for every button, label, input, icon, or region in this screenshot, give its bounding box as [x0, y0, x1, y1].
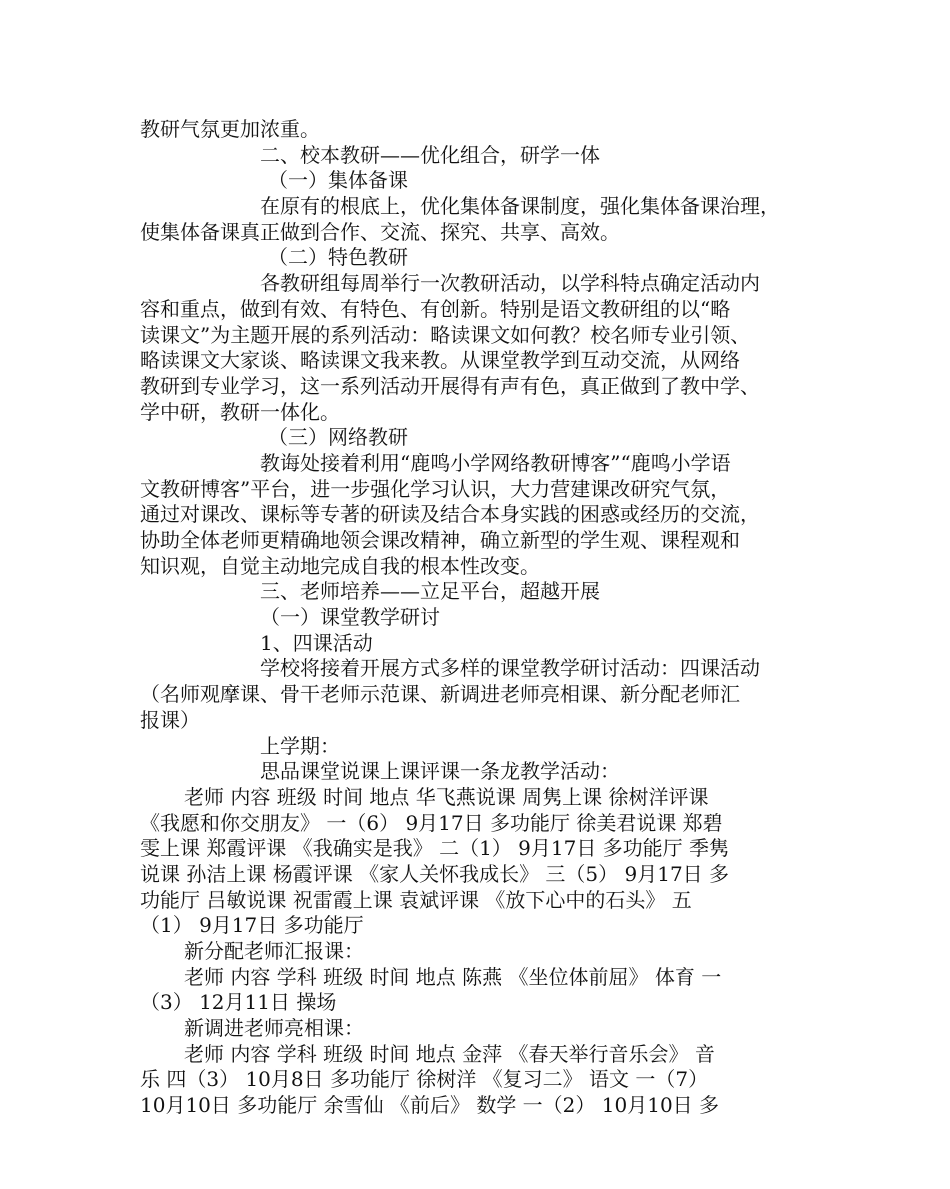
text-line: （二）特色教研	[268, 245, 408, 270]
text-line: （一）课堂教学研讨	[260, 605, 440, 630]
text-line: 10月10日 多功能厅 余雪仙 《前后》 数学 一（2） 10月10日 多	[140, 1093, 720, 1118]
text-line: 教研气氛更加浓重。	[140, 117, 320, 141]
text-line: 思品课堂说课上课评课一条龙教学活动：	[260, 759, 620, 784]
text-line: 说课 孙洁上课 杨霞评课 《家人关怀我成长》 三（5） 9月17日 多	[140, 861, 730, 886]
text-line: 通过对课改、课标等专著的研读及结合本身实践的困惑或经历的交流，	[140, 502, 760, 527]
text-line: 老师 内容 学科 班级 时间 地点 陈燕 《坐位体前屈》 体育 一	[184, 964, 722, 989]
text-line: 各教研组每周举行一次教研活动，以学科特点确定活动内	[260, 271, 760, 296]
text-line: 新分配老师汇报课：	[184, 939, 364, 963]
text-line: 乐 四（3） 10月8日 多功能厅 徐树洋 《复习二》 语文 一（7）	[140, 1067, 709, 1092]
text-line: 在原有的根底上，优化集体备课制度，强化集体备课治理，	[260, 194, 780, 219]
text-line: 二、校本教研——优化组合，研学一体	[260, 142, 600, 167]
text-line: 知识观，自觉主动地完成自我的根本性改变。	[140, 553, 540, 578]
text-line: 新调进老师亮相课：	[184, 1016, 364, 1041]
text-line: （三）网络教研	[268, 425, 408, 450]
text-line: 老师 内容 学科 班级 时间 地点 金萍 《春天举行音乐会》 音	[184, 1041, 715, 1066]
text-line: 报课）	[140, 707, 200, 732]
text-line: 使集体备课真正做到合作、交流、探究、共享、高效。	[140, 219, 620, 244]
text-line: （一）集体备课	[268, 168, 408, 193]
text-line: 协助全体老师更精确地领会课改精神，确立新型的学生观、课程观和	[140, 528, 740, 552]
text-line: 三、老师培养——立足平台，超越开展	[260, 579, 600, 604]
document-body	[140, 117, 830, 1119]
text-line: （名师观摩课、骨干老师示范课、新调进老师亮相课、新分配老师汇	[140, 682, 740, 707]
text-line: 学中研，教研一体化。	[140, 399, 340, 424]
text-line: 文教研博客”平台，进一步强化学习认识，大力营建课改研究气氛，	[140, 476, 731, 501]
text-line: （3） 12月11日 操场	[140, 990, 337, 1015]
text-line: 老师 内容 班级 时间 地点 华飞燕说课 周隽上课 徐树洋评课	[184, 784, 709, 809]
text-line: （1） 9月17日 多功能厅	[140, 913, 364, 938]
text-line: 1、四课活动	[260, 630, 373, 655]
text-line: 《我愿和你交朋友》 一（6） 9月17日 多功能厅 徐美君说课 郑碧	[140, 810, 723, 835]
text-line: 学校将接着开展方式多样的课堂教学研讨活动：四课活动	[260, 656, 760, 681]
text-line: 略读课文大家谈、略读课文我来教。从课堂教学到互动交流，从网络	[140, 348, 740, 373]
text-line: 雯上课 郑霞评课 《我确实是我》 二（1） 9月17日 多功能厅 季隽	[140, 836, 730, 861]
text-line: 教诲处接着利用“鹿鸣小学网络教研博客”“鹿鸣小学语	[260, 450, 731, 475]
text-line: 功能厅 吕敏说课 祝雷霞上课 袁斌评课 《放下心中的石头》 五	[140, 887, 692, 912]
text-line: 读课文”为主题开展的系列活动：略读课文如何教？校名师专业引领、	[140, 322, 751, 347]
text-line: 容和重点，做到有效、有特色、有创新。特别是语文教研组的以“略	[140, 296, 731, 321]
text-line: 上学期：	[260, 733, 340, 758]
text-line: 教研到专业学习，这一系列活动开展得有声有色，真正做到了教中学、	[140, 373, 760, 398]
